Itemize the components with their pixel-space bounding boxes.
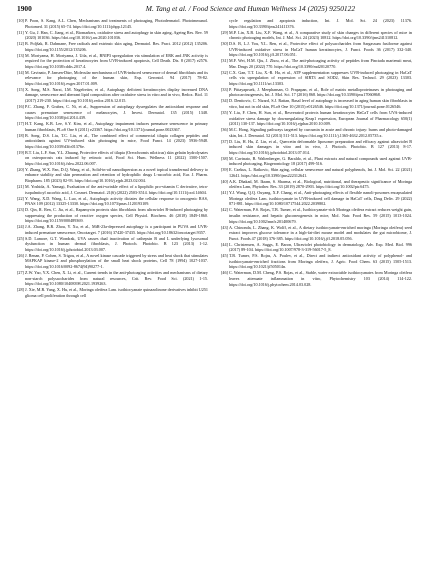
reference-entry — [17, 41, 208, 52]
reference-entry — [17, 30, 208, 41]
reference-entry — [221, 179, 412, 190]
reference-text: L. Christensen, A. Suggs, E. Baron, Ultraviolet photobiology in dermatology, Adv. Exp. Med. Biol. 996 (2017) 89-104. https://doi.org/10.1007/978-3-319-56017-5_8. — [229, 241, 412, 253]
reference-text: Y. Zhang, W.X. Fan, D.Q. Wang, et al., Solid-in-oil nanodispersion as a novel topical transdermal delivery to enhance stability and skin permeation and retention of hydrophilic drugs L-ascorbic acid, Eur. J. Pharm. Biopharm. 185 (2023) 82-93. https://doi.org/10.1016/j.ejpb.2023.02.004. — [25, 166, 208, 184]
reference-text: Y. Gu, J. Han, C. Jiang, et al., Biomarkers, oxidative stress and autophagy in skin aging, Ageing Res. Rev. 59 (2020) 101036. https://doi.org/10.1016/j.arr.2020.101036. — [25, 29, 208, 41]
reference-entry — [17, 236, 208, 253]
reference-entry — [17, 133, 208, 150]
reference-text: M. Cavinato, P. Jansen-Dürr, Molecular mechanisms of UVB-induced senescence of dermal fibroblasts and its relevance for photoaging of the human skin, Exp. Gerontol. 94 (2017) 78-82. https://doi.org/10.1016/j.exger.2017.01.009. — [25, 69, 209, 86]
reference-number: [20] — [17, 166, 24, 172]
reference-entry — [221, 41, 412, 58]
reference-entry — [17, 167, 208, 184]
reference-text: B. Song, D.S. Liu, T.C. Liu, et al., The combined effect of commercial tilapia collagen peptides and antioxidants against UV-induced skin photoaging in mice, Food Funct. 14 (2023) 5936-5948. https://doi.org/10.1039/d3fo01376e. — [25, 132, 208, 149]
reference-number: [25] — [17, 235, 24, 241]
reference-number: [10] — [17, 18, 24, 23]
reference-number: [26] — [17, 252, 24, 258]
reference-number: [43] — [221, 224, 228, 230]
reference-number: [38] — [221, 155, 228, 161]
references-left-column — [17, 18, 208, 299]
reference-number: [46] — [221, 270, 228, 276]
reference-text: M.P. Lin, X.B. Liu, X.F. Wang, et al., A comparative study of skin changes in different species of mice in chronic photoaging models, Int. J. Mol. Sci. 24 (2023) 10812. https://doi.org/10.3390/ijms241310812. — [229, 29, 412, 41]
reference-number: [37] — [221, 138, 228, 144]
reference-number: [31] — [221, 58, 228, 64]
reference-entry — [17, 270, 208, 287]
reference-text: A.K. Dhakad, M. Ikram, S. Sharma, et al., Biological, nutritional, and therapeutic significance of Moringa oleifera Lam, Phytother. Res. 33 (2019) 2870-2903. https://doi.org/10.1002/ptr.6475. — [229, 178, 412, 190]
reference-text: P. Pittayapruek, J. Meephansan, O. Prapapan, et al., Role of matrix metalloproteinases in photoaging and photocarcinogenesis, Int. J. Mol. Sci. 17 (2016) 868. https://doi.org/10.3390/ijms17060868. — [229, 86, 412, 98]
reference-text: C. Waterman, P.S. Rojas, T.B. Tumer, et al., Isothiocyanate-rich Moringa oleifera extract reduces weight gain, insulin resistance, and hepatic gluconeogenesis in mice, Mol. Nutr. Food Res. 59 (2015) 1013-1024. https://doi.org/10.1002/mnfr.201400679. — [229, 207, 412, 224]
reference-number: [35] — [221, 109, 228, 115]
reference-text: M. Moriyama, H. Moriyama, J. Uda, et al., BNIP3 upregulation via stimulation of ERK and JNK activity is required for the protection of keratinocytes from UVB-induced apoptosis, Cell Death. Dis. 8 (2017) e2576. https://doi.org/10.1038/cddis.2017.4. — [25, 52, 208, 69]
reference-text: Y. Wang, X.D. Wang, L. Luo, et al., Autophagic activity dictates the cellular response to oncogenic RAS, PNAS 109 (2012) 13325-13330. https://doi.org/10.1073/pnas.1120193109. — [25, 195, 208, 207]
reference-entry — [221, 30, 412, 41]
reference-number: [40] — [221, 178, 228, 184]
reference-text: J.A. Zhang, B.R. Zhou, Y. Xu, et al., MiR-23a-depressed autophagy is a participant in PUVA and UVB-induced premature senescence, Oncotarget. 7 (2016) 37420-37435. https://doi.org/10.18632/oncotarget.9357. — [25, 224, 208, 235]
reference-entry — [17, 87, 208, 104]
reference-number: [41] — [221, 190, 228, 196]
reference-number: [24] — [17, 224, 24, 230]
reference-entry — [17, 104, 208, 121]
references-right-column — [221, 18, 412, 287]
reference-entry — [221, 127, 412, 138]
reference-text: S.D. Lamore, G.T. Wondrak, UVA causes dual inactivation of cathepsin B and L underlying lysosomal dysfunction in human dermal fibroblasts, J. Photoch. Photobio. B 123 (2013) 1-12. https://doi.org/10.1016/j.jphotobiol.2013.03.007. — [25, 235, 208, 252]
reference-number: [32] — [221, 69, 228, 75]
reference-number: [34] — [221, 98, 228, 104]
reference-entry — [221, 70, 412, 87]
reference-number: [22] — [17, 195, 24, 201]
reference-text: T.B. Tumer, P.S. Rojas, A. Poulev, et al., Direct and indirect antioxidant activity of polyphenol- and isothiocyanate-enriched fractions from Moringa oleifera, J. Agric. Food Chem. 63 (2015) 1505-1513. https://doi.org/10.1021/jf505014n. — [229, 253, 412, 270]
reference-entry — [17, 207, 208, 224]
reference-number: [17] — [17, 121, 24, 127]
reference-text: M.C. Hong, Signaling pathways targeted by curcumin in acute and chronic injury: burns and photo-damaged skin, Int. J. Dermatol. 52 (2013) 511-513. https://doi.org/10.1111/j.1365-4632.2012.05735.x. — [229, 127, 412, 138]
reference-text: D. Denitovic, C. Nizard, S.J. Rattan, Basal level of autophagy is increased in aging human skin fibroblasts in vitro, but not in old skin, PLoS One 10 (2015) e0126546. https://doi.org/10.1371/journal.pone.0126546. — [229, 98, 412, 109]
reference-text: E. Czekus, L. Ratkovic, Skin aging, cellular senescence and natural polyphenols, Int. J. Mol. Sci. 22 (2021) 12641. https://doi.org/10.3390/ijms222312641. — [229, 167, 412, 178]
reference-entry — [221, 156, 412, 167]
reference-text: A. Chinonda, L. Zhang, K. Wolff, et al., A dietary isothiocyanate-enriched moringa (Moringa oleifera) seed extract improves glucose tolerance in a high-fat-diet mouse model and modulates the gut microbiome, J. Funct. Foods 47 (2018) 376-385. https://doi.org/10.1016/j.jff.2018.05.056. — [229, 224, 412, 241]
reference-text: X. Song, M.S. Narzt, I.M. Nagelreiter, et al., Autophagy deficient keratinocytes display increased DNA damage, senescence and aberrant lipid composition after oxidative stress in vitro and in vivo, Redox. Biol. 11 (2017) 219-230. https://doi.org/10.1016/j.redox.2016.12.015. — [25, 86, 208, 104]
reference-number: [45] — [221, 253, 228, 259]
reference-number: [21] — [17, 184, 24, 189]
reference-number: [18] — [17, 132, 24, 138]
reference-text: P. Poon, S. Kang, A.L. Chen, Mechanisms and treatments of photoaging, Photodermatol. Photoimmunol. Photomed. 31 (2015) 65-74. https://doi.org/10.1111/phpp.12145. — [25, 18, 208, 29]
reference-entry — [221, 207, 412, 224]
reference-number: [14] — [17, 69, 24, 75]
reference-text: P.C. Zhang, F. Grabez, C. Ni, et al., Suppression of autophagy dysregulates the antioxidant response and causes premature senescence of melanocytes, J. Invest. Dermatol. 135 (2015) 1348. https://doi.org/10.1038/jid.2014.439. — [25, 103, 208, 121]
reference-entry — [221, 139, 412, 156]
reference-entry — [221, 18, 412, 29]
reference-entry — [221, 270, 412, 287]
reference-entry — [17, 224, 208, 235]
reference-number: [28] — [17, 287, 24, 293]
reference-text: B.T. Liu, L.F. Sun, Y.L. Zhuang, Protective effects of tilapia (Oreochromis niloticus) skin gelatin hydrolysates on osteoporosis rats induced by retinoic acid, Food Sci. Hum. Wellness 11 (2022) 1500-1507. https://doi.org/10.1016/j.fshw.2022.06.007. — [25, 149, 208, 166]
reference-text: M. Yoshida, A. Yamagi, Evaluation of the anti-wrinkle effect of a lipophilic pro-vitamin C derivative, tetra-isopalmitoyl ascorbic acid, J. Cosmet. Dermatol. 21(6) (2022) 2503-3514. https://doi.org/10.1111/jocd.14604. — [25, 184, 208, 195]
reference-entry — [17, 150, 208, 167]
reference-entry — [17, 253, 208, 270]
reference-number: [39] — [221, 167, 228, 173]
reference-entry — [221, 98, 412, 109]
reference-text: cycle regulation and apoptosis induction, Int. J. Mol. Sci. 24 (2023) 11376. https://doi.org/10.3390/ijms241411376. — [229, 18, 412, 29]
reference-entry — [221, 87, 412, 98]
reference-entry — [221, 242, 412, 253]
reference-number: [19] — [17, 149, 24, 155]
reference-number: [15] — [17, 86, 24, 92]
reference-text: D. Liu, H. Hu, Z. Lin, et al., Quercetin deformable liposome: preparation and efficacy against ultraviolet B induced skin damages in vitro and in vivo, J. Photoch. Photobio. B 127 (2013) 8-17. https://doi.org/10.1016/j.jphotobiol.2013.07.014. — [229, 138, 412, 155]
reference-entry — [17, 287, 208, 298]
reference-number: [29] — [221, 29, 228, 35]
reference-number: [27] — [17, 269, 24, 275]
reference-text: B. Poljšak, R. Dahmane, Free radicals and extrinsic skin aging, Dermatol. Res. Pract. 2012 (2012) 135206. https://doi.org/10.1155/2012/135206. — [25, 41, 208, 52]
reference-number: [44] — [221, 241, 228, 247]
reference-entry — [221, 190, 412, 207]
reference-number: [11] — [17, 29, 24, 35]
reference-entry — [17, 53, 208, 70]
running-head: M. Tang et al. / Food Science and Human Wellness 14 (2025) 9250122 — [145, 4, 356, 13]
reference-text: Z.W. Yao, Y.X. Chen, X. Li, et al., Current trends in the anti-photoaging activities and mechanisms of dietary non-starch polysaccharides from natural resources, Crit. Rev. Food Sci. (2021) 1-15. https://doi.org/10.1080/10408398.2021.1939263. — [25, 269, 208, 287]
reference-text: J. Renan, P. Cohen, S. Trigou, et al., A novel kinase cascade triggered by stress and heat shock that stimulates MAPKAP kinase-2 and phosphorylation of the small heat shock proteins, Cell 78 (1994) 1027-1037. https://doi.org/10.1016/0092-8674(94)90277-1. — [25, 252, 208, 270]
reference-number: [13] — [17, 52, 24, 58]
reference-entry — [17, 196, 208, 207]
reference-number: [42] — [221, 207, 228, 213]
reference-text: Y. Liu, F. Chen, H. Sun, et al., Resveratrol protects human keratinocytes HaCaT cells from UVA-induced oxidative stress damage by downregulating Keap1 expression, European Journal of Pharmacology 650(1) (2011) 130-137. https://doi.org/10.1016/j.ejphar.2010.10.009. — [229, 109, 412, 127]
reference-number: [33] — [221, 86, 228, 92]
reference-entry — [17, 18, 208, 29]
reference-entry — [221, 225, 412, 242]
reference-number: [30] — [221, 41, 228, 47]
reference-entry — [221, 110, 412, 127]
page-number: 1900 — [17, 4, 32, 13]
reference-number: [36] — [221, 127, 228, 133]
reference-entry — [17, 121, 208, 132]
reference-text: Y.J. Wang, Q.Q. Ouyang, X.F. Chang, et al., Anti-photoaging effects of flexible nanoli-posomes encapsulated Moringa oleifera Lam. isothiocyanate in UVB-induced cell damage in HaCaT cells, Drug Deliv. 29 (2022) 871-881. https://doi.org/10.1080/10717544.2022.2039802. — [229, 190, 412, 207]
reference-entry — [221, 167, 412, 178]
reference-text: J. Xie, M.R. Yang, X. Hu, et al., Moringa oleifera Lam. isothiocyanate quinazolinone derivatives inhibit U251 glioma cell proliferation through cell — [25, 287, 208, 298]
reference-entry — [17, 184, 208, 195]
reference-entry — [17, 70, 208, 87]
reference-text: C. Waterman, D.M. Cheng, P.S. Rojas, et al., Stable, water extractable isothiocyanates from Moringa oleifera leaves attenuate inflammation in vitro, Phytochemistry 103 (2014) 114-122. https://doi.org/10.1016/j.phytochem.2014.03.028. — [229, 270, 412, 287]
reference-text: C.X. Gan, T.T. Liu, X.-R. Ha, et al., ATP supplementation suppresses UVB-induced photoaging in HaCaT cells via upregulation of expression of SIRT3 and SOD2, Skin Res. Technol. 29 (2023) 13303. https://doi.org/10.1111/srt.13303. — [229, 69, 412, 86]
reference-text: M. Cavinato, B. Waltenberger, G. Baraldo, et al., Plant extracts and natural compounds used against UVB-induced photoaging, Biogerontology 18 (2017) 499-516. — [229, 155, 412, 167]
page-header — [17, 4, 410, 16]
reference-entry — [221, 253, 412, 270]
reference-text: M.F. Wei, H.M. Qiu, J. Zhou, et al., The anti-photoaging activity of peptides from Pinctada martensii meat, Mar. Drugs 20 (2022) 770. https://doi.org/10.3390/md20120770. — [229, 58, 412, 69]
reference-number: [12] — [17, 41, 24, 47]
reference-number: [23] — [17, 207, 24, 213]
reference-text: D.S. B, L.J. You, Y.L. Ren, et al., Protective effect of polysaccharides from Sargassum fusiforme against UVB-induced oxidative stress in HaCaT human keratinocytes, J. Funct. Foods 36 (2017) 332-340. https://doi.org/10.1016/j.jff.2017.06.051. — [229, 41, 412, 58]
reference-text: H.T. Kang, K.B. Lee, S.Y. Kim, et al., Autophagy impairment induces premature senescence in primary human fibroblasts, PLoS One 6 (2011) e23367. https://doi.org/10.1371/journal.pone.0023367. — [25, 121, 208, 132]
reference-entry — [221, 58, 412, 69]
reference-number: [16] — [17, 103, 24, 109]
reference-text: D. Qin, R. Ren, C. Jia, et al., Rapamycin protects skin fibroblasts from ultraviolet B-induced photoaging by suppressing the production of reactive oxygen species, Cell Physiol. Biochem. 46 (2018) 1849-1860. https://doi.org/10.1159/000489369. — [25, 207, 208, 224]
